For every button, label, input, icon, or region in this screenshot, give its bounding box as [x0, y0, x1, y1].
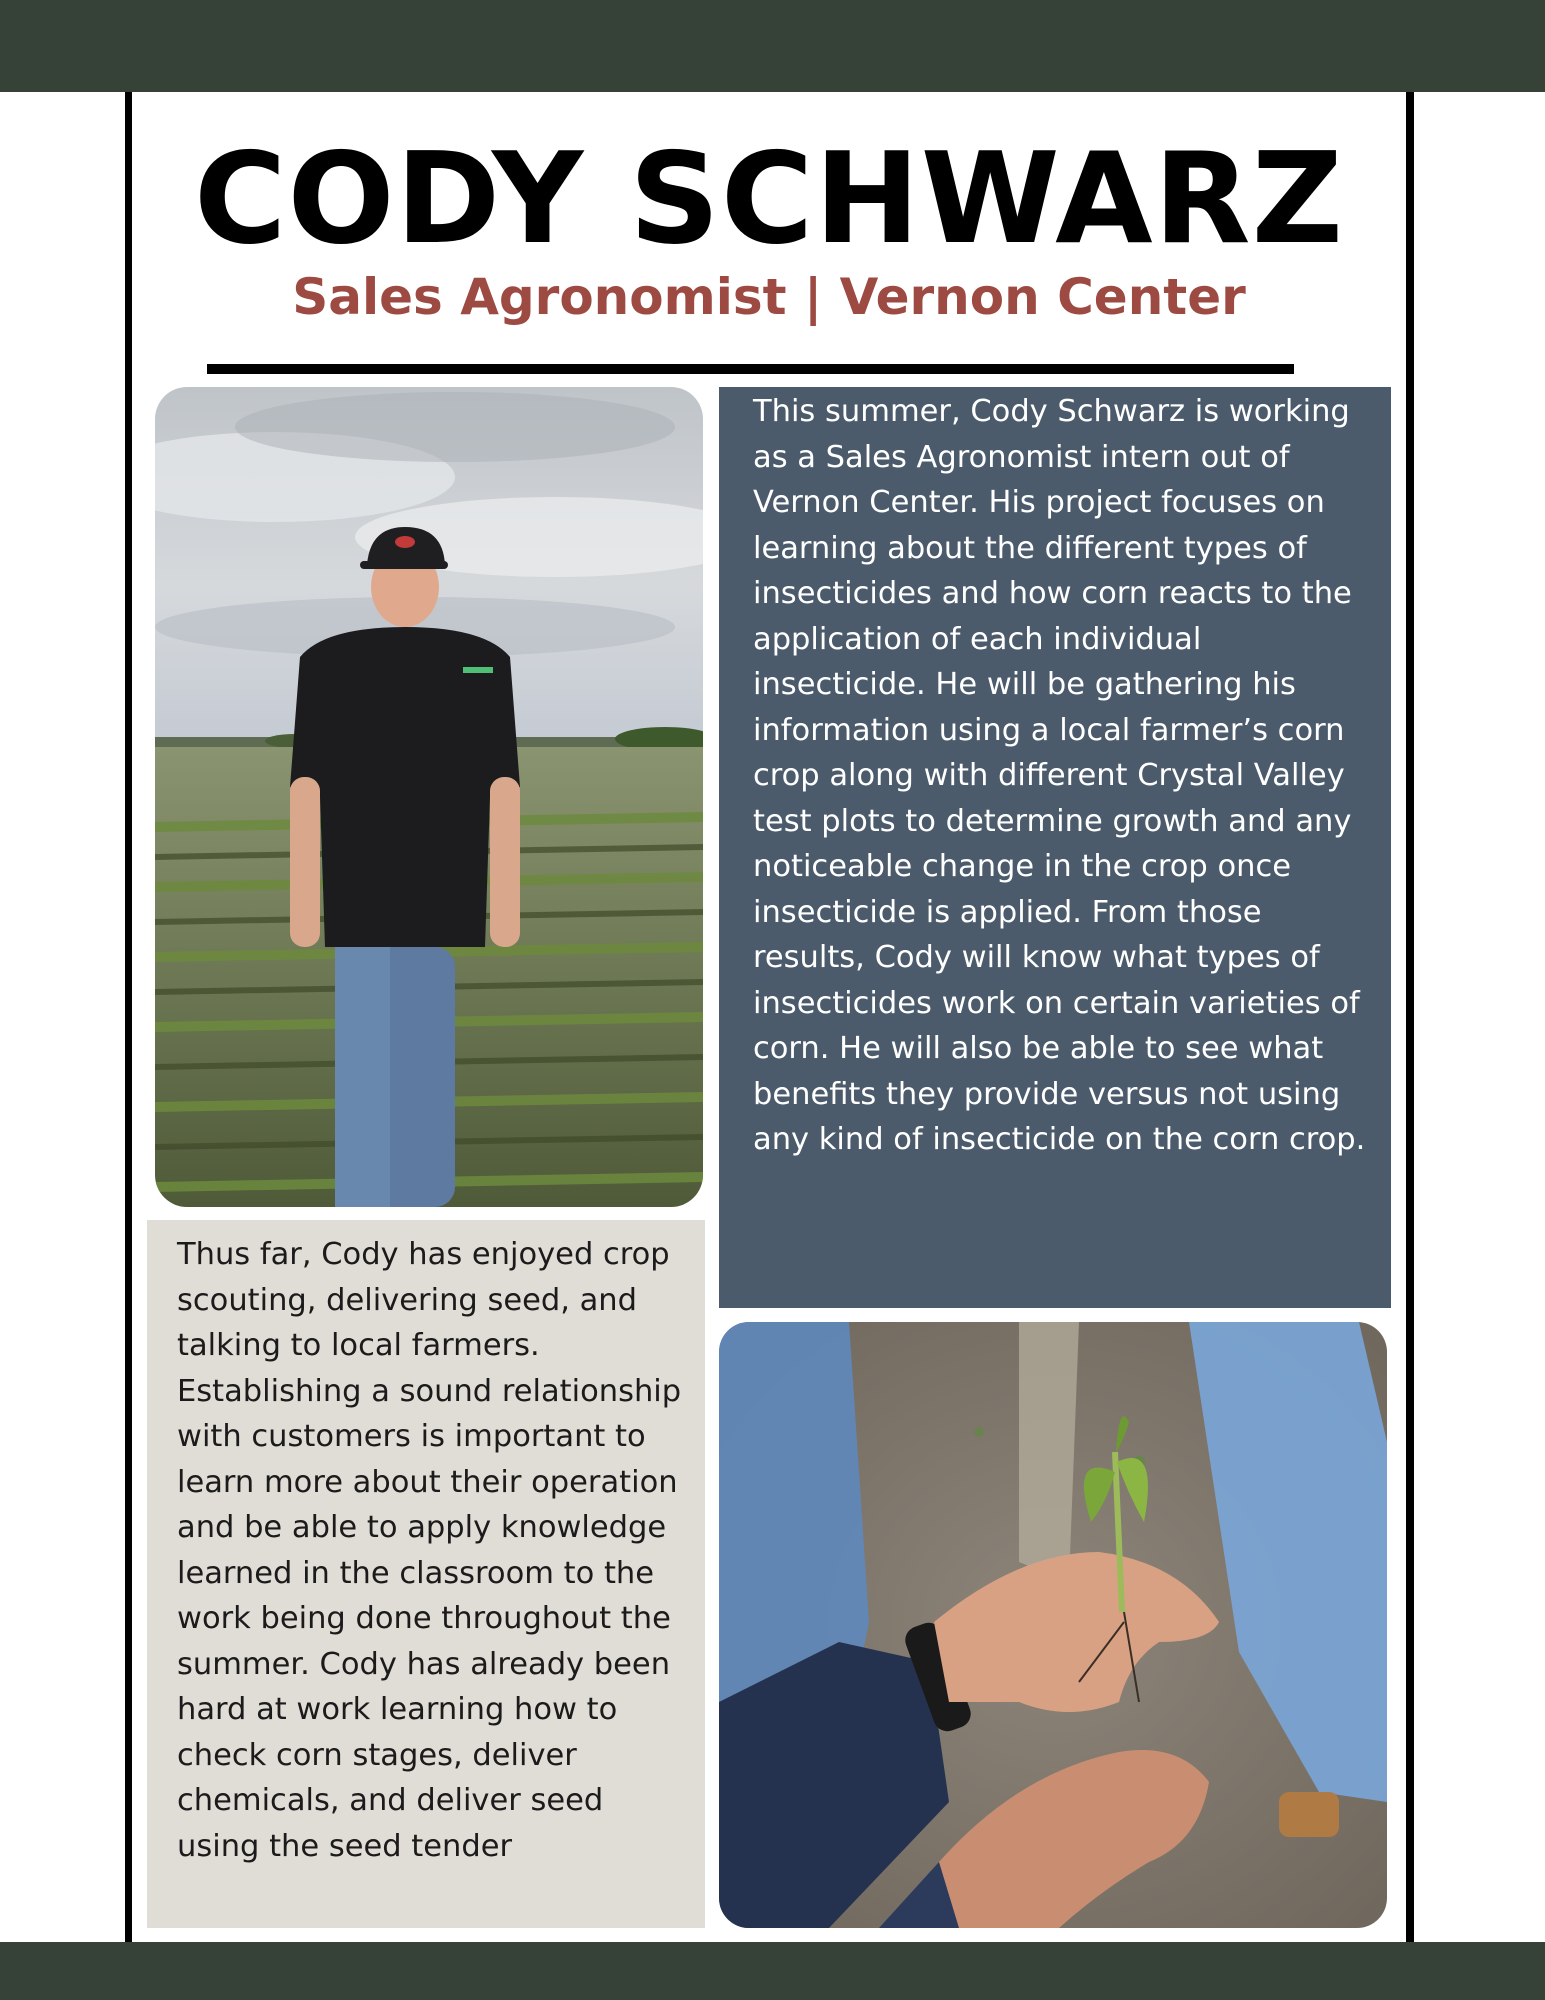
portrait-photo	[155, 387, 703, 1207]
seedling-photo	[719, 1322, 1387, 1928]
summary-paragraph: This summer, Cody Schwarz is working as a Sales Agronomist intern out of Vernon Center. His project focuses on learning about the different types of insecticides and how corn reacts to the application of each individual insecticide. He will be gathering his information using a local farmer’s corn crop along with different Crystal Valley test plots to determine growth and any noticeable change in the crop once insecticide is applied. From those results, Cody will know what types of insecticides work on certain varieties of corn. He will also be able to see what benefits they provide versus not using any kind of insecticide on the corn crop.	[753, 394, 1366, 1157]
top-banner-bar	[0, 0, 1545, 92]
right-border-line	[1406, 92, 1414, 1942]
experience-text-box	[147, 1220, 705, 1928]
job-subtitle: Sales Agronomist | Vernon Center	[292, 268, 1246, 326]
experience-paragraph: Thus far, Cody has enjoyed crop scouting, delivering seed, and talking to local farmers. Establishing a sound relationship with customers is important to learn more about their operation and be able to apply knowledge learned in the classroom to the work being done throughout the summer. Cody has already been hard at work learning how to check corn stages, deliver chemicals, and deliver seed using the seed tender	[177, 1237, 682, 1864]
left-border-line	[125, 92, 132, 1942]
title-divider	[207, 364, 1294, 374]
page-title: CODY SCHWARZ	[194, 125, 1344, 272]
summary-text-box	[719, 387, 1391, 1308]
bottom-banner-bar	[0, 1942, 1545, 2000]
